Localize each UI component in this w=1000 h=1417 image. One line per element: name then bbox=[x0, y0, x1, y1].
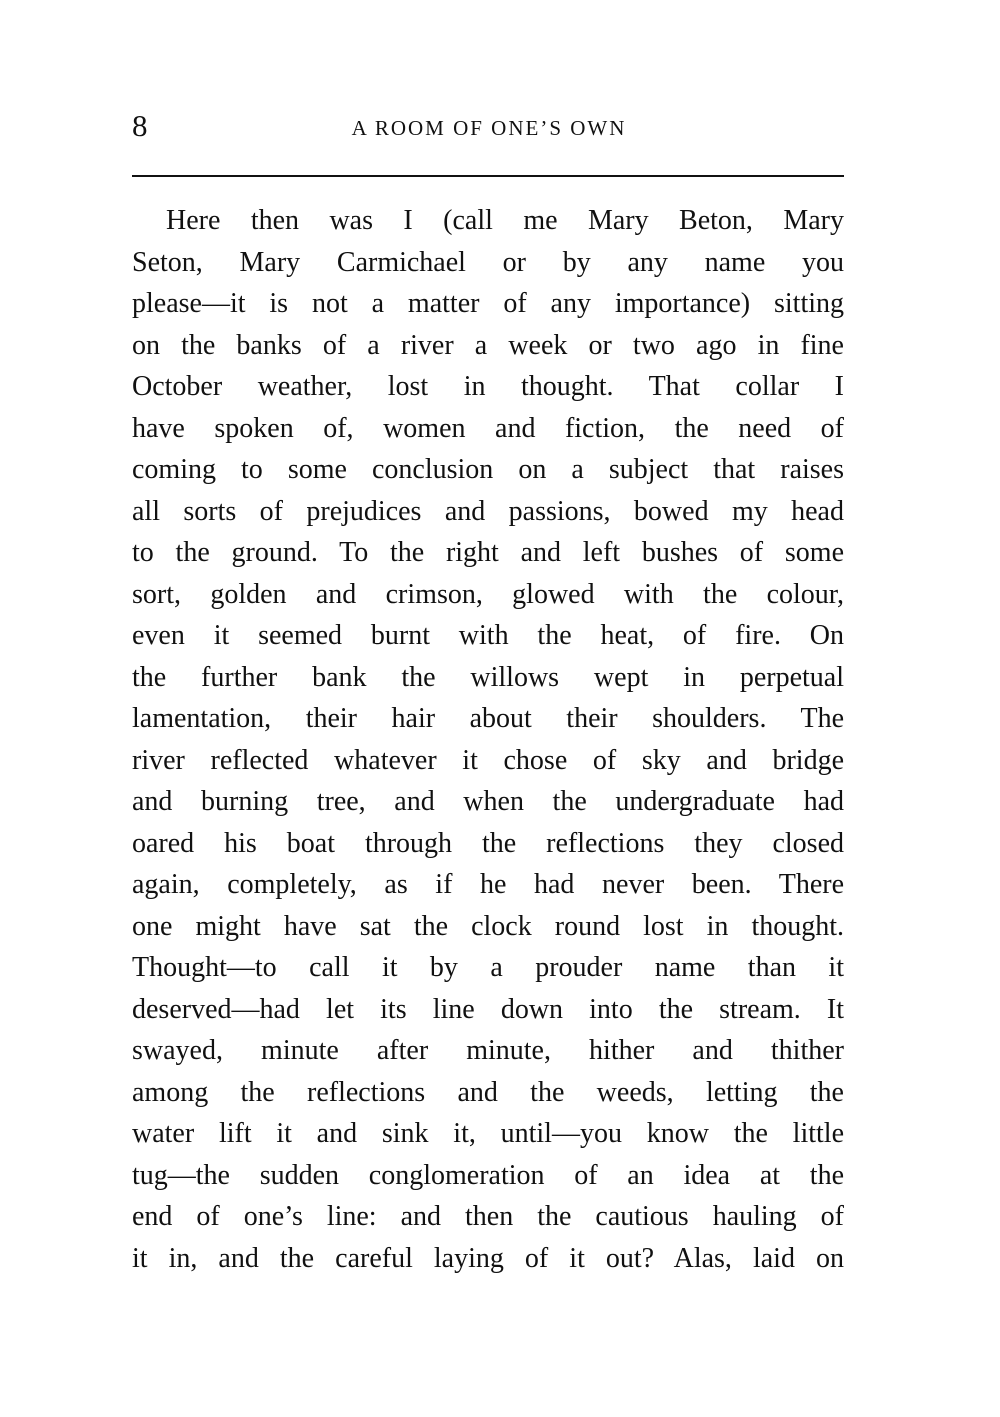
text-line: tug—the sudden conglomeration of an idea at the bbox=[132, 1159, 844, 1191]
body-paragraph bbox=[132, 200, 844, 1279]
text-line: end of one’s line: and then the cautious hauling of bbox=[132, 1201, 844, 1232]
text-line: on the banks of a river a week or two ago in fine bbox=[132, 329, 844, 361]
text-line: all sorts of prejudices and passions, bowed my head bbox=[132, 495, 844, 527]
text-line: oared his boat through the reflections they closed bbox=[132, 827, 844, 859]
text-line: deserved—had let its line down into the stream. It bbox=[132, 993, 844, 1025]
text-line: sort, golden and crimson, glowed with the colour, bbox=[132, 578, 844, 610]
text-line: the further bank the willows wept in perpetual bbox=[132, 661, 844, 693]
text-line: Seton, Mary Carmichael or by any name you bbox=[132, 246, 844, 278]
text-line: to the ground. To the right and left bushes of some bbox=[132, 537, 844, 568]
running-title: A ROOM OF ONE’S OWN bbox=[351, 116, 627, 140]
text-line: lamentation, their hair about their shoulders. The bbox=[132, 703, 844, 734]
text-line: among the reflections and the weeds, letting the bbox=[132, 1076, 844, 1108]
text-line: river reflected whatever it chose of sky and bridge bbox=[132, 744, 844, 776]
text-line: water lift it and sink it, until—you know the little bbox=[132, 1118, 844, 1149]
page-number: 8 bbox=[132, 108, 148, 143]
text-line: and burning tree, and when the undergraduate had bbox=[132, 786, 844, 817]
text-line: coming to some conclusion on a subject that raises bbox=[132, 454, 844, 485]
text-line: please—it is not a matter of any importance) sitting bbox=[132, 288, 844, 319]
text-line: again, completely, as if he had never been. There bbox=[132, 869, 844, 900]
text-line: it in, and the careful laying of it out? Alas, laid on bbox=[132, 1242, 844, 1274]
text-line: swayed, minute after minute, hither and thither bbox=[132, 1035, 844, 1066]
text-line: Thought—to call it by a prouder name than it bbox=[132, 952, 844, 983]
text-line: have spoken of, women and fiction, the need of bbox=[132, 412, 844, 444]
text-line: one might have sat the clock round lost in thought. bbox=[132, 910, 844, 942]
header-rule bbox=[132, 175, 844, 177]
text-line: Here then was I (call me Mary Beton, Mary bbox=[166, 205, 844, 236]
text-line: even it seemed burnt with the heat, of fire. On bbox=[132, 620, 844, 651]
text-line: October weather, lost in thought. That collar I bbox=[132, 371, 844, 402]
